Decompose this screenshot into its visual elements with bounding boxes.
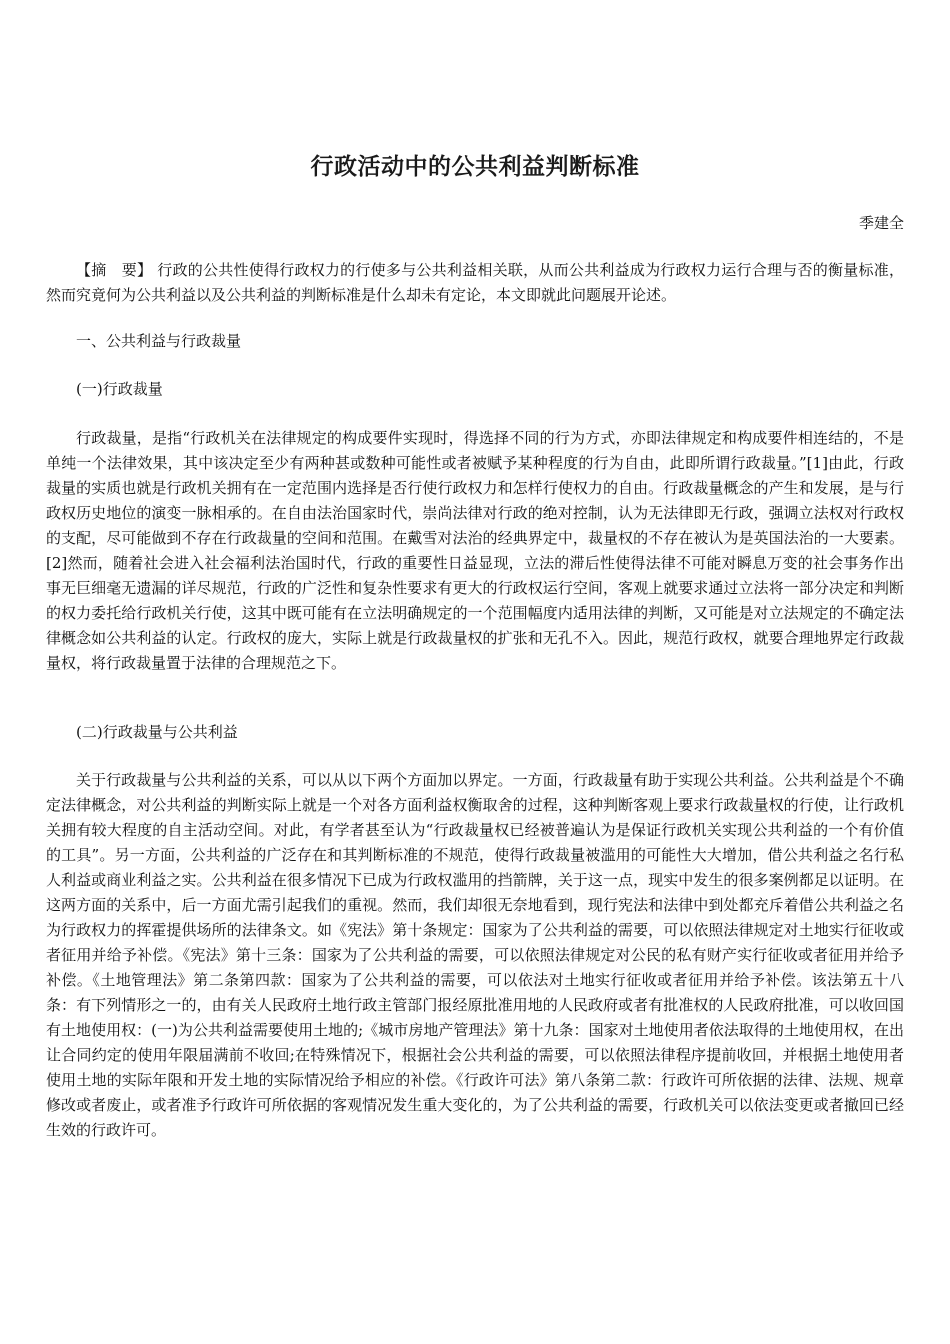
abstract-text: 行政的公共性使得行政权力的行使多与公共利益相关联，从而公共利益成为行政权力运行合理与否的衡量标准，然而究竟何为公共利益以及公共利益的判断标准是什么却未有定论，本文即就此问题展开论述。 xyxy=(46,261,904,304)
subsection-heading-2: (二)行政裁量与公共利益 xyxy=(76,723,238,741)
subsection-2-paragraph: 关于行政裁量与公共利益的关系，可以从以下两个方面加以界定。一方面，行政裁量有助于实现公共利益。公共利益是个不确定法律概念，对公共利益的判断实际上就是一个对各方面利益权衡取舍的过程，这种判断客观上要求行政裁量权的行使，让行政机关拥有较大程度的自主活动空间。对此，有学者甚至认为“行政裁量权已经被普遍认为是保证行政机关实现公共利益的一个有价值的工具”。另一方面，公共利益的广泛存在和其判断标准的不规范，使得行政裁量被滥用的可能性大大增加，借公共利益之名行私人利益或商业利益之实。公共利益在很多情况下已成为行政权滥用的挡箭牌，关于这一点，现实中发生的很多案例都足以证明。在这两方面的关系中，后一方面尤需引起我们的重视。然而，我们却很无奈地看到，现行宪法和法律中到处都充斥着借公共利益之名为行政权力的挥霍提供场所的法律条文。如《宪法》第十条规定：国家为了公共利益的需要，可以依照法律规定对土地实行征收或者征用并给予补偿。《宪法》第十三条：国家为了公共利益的需要，可以依照法律规定对公民的私有财产实行征收或者征用并给予补偿。《土地管理法》第二条第四款：国家为了公共利益的需要，可以依法对土地实行征收或者征用并给予补偿。该法第五十八条：有下列情形之一的，由有关人民政府土地行政主管部门报经原批准用地的人民政府或者有批准权的人民政府批准，可以收回国有土地使用权：(一)为公共利益需要使用土地的;《城市房地产管理法》第十九条：国家对土地使用者依法取得的土地使用权，在出让合同约定的使用年限届满前不收回;在特殊情况下，根据社会公共利益的需要，可以依照法律程序提前收回，并根据土地使用者使用土地的实际年限和开发土地的实际情况给予相应的补偿。《行政许可法》第八条第二款：行政许可所依据的法律、法规、规章修改或者废止，或者准予行政许可所依据的客观情况发生重大变化的，为了公共利益的需要，行政机关可以依法变更或者撤回已经生效的行政许可。 xyxy=(46,771,904,1139)
subsection-1-paragraph: 行政裁量，是指“行政机关在法律规定的构成要件实现时，得选择不同的行为方式，亦即法律规定和构成要件相连结的，不是单纯一个法律效果，其中该决定至少有两种甚或数种可能性或者被赋予某种程度的行为自由，此即所谓行政裁量。”[1]由此，行政裁量的实质也就是行政机关拥有在一定范围内选择是否行使行政权力和怎样行使权力的自由。行政裁量概念的产生和发展，是与行政权历史地位的演变一脉相承的。在自由法治国家时代，崇尚法律对行政的绝对控制，认为无法律即无行政，强调立法权对行政权的支配，尽可能做到不存在行政裁量的空间和范围。在戴雪对法治的经典界定中，裁量权的不存在被认为是英国法治的一大要素。[2]然而，随着社会进入社会福利法治国时代，行政的重要性日益显现，立法的滞后性使得法律不可能对瞬息万变的社会事务作出事无巨细毫无遗漏的详尽规范，行政的广泛性和复杂性要求有更大的行政权运行空间，客观上就要求通过立法将一部分决定和判断的权力委托给行政机关行使，这其中既可能有在立法明确规定的一个范围幅度内适用法律的判断，又可能是对立法规定的不确定法律概念如公共利益的认定。行政权的庞大，实际上就是行政裁量权的扩张和无孔不入。因此，规范行政权，就要合理地界定行政裁量权，将行政裁量置于法律的合理规范之下。 xyxy=(46,429,904,672)
document-title: 行政活动中的公共利益判断标准 xyxy=(310,154,640,180)
author-name: 季建全 xyxy=(858,214,904,232)
section-heading-1: 一、公共利益与行政裁量 xyxy=(76,332,242,350)
abstract-paragraph xyxy=(46,258,904,308)
subsection-heading-1: (一)行政裁量 xyxy=(76,380,163,398)
abstract-label: 【摘 要】 xyxy=(76,261,153,279)
